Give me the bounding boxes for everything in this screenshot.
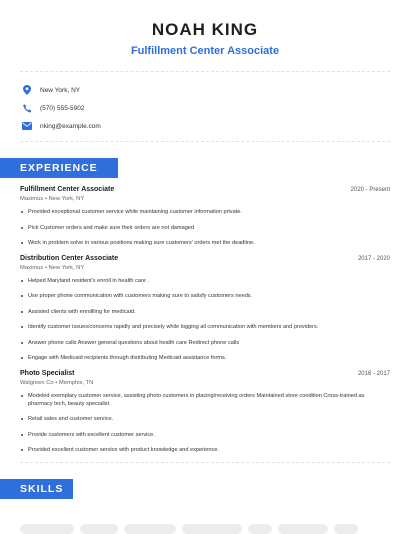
job-bullet: Provided excellent customer service with product knowledge and experience.: [20, 446, 390, 454]
job-bullets: [20, 277, 390, 363]
contact-list: [0, 72, 410, 141]
job-bullet: Answer phone calls Answer general questions about health care Redirect phone calls: [20, 339, 390, 347]
job-location: New York, NY: [48, 264, 85, 271]
skill-pill: [20, 524, 74, 534]
job-bullet: Use proper phone communication with customers making sure to satisfy customers needs.: [20, 292, 390, 300]
skill-pill: [248, 524, 272, 534]
job-bullet: Provided exceptional customer service while maintaining customer information private.: [20, 208, 390, 216]
contact-email-text: nking@example.com: [40, 122, 101, 130]
job-company: Maximus: [20, 264, 44, 271]
job-bullet: Retail sales and customer service.: [20, 415, 390, 423]
email-icon: [22, 121, 32, 131]
candidate-name: NOAH KING: [151, 20, 259, 39]
job-bullet: Engage with Medicaid recipients through distributing Medicaid assistance forms.: [20, 354, 390, 362]
divider: [20, 141, 390, 142]
section-heading-skills: SKILLS: [0, 479, 73, 499]
contact-phone: [20, 99, 390, 117]
experience-list: [0, 186, 410, 454]
job-bullet: Work in problem solve in various positions making sure customers' orders met the deadline.: [20, 239, 390, 247]
job-title: Distribution Center Associate: [20, 254, 119, 262]
job-bullet: Modeled exemplary customer service, assisting photo customers in placing/receiving orders Maintained store condition Cross-trained as pharmacy tech, beauty specialist: [20, 392, 390, 408]
job-title: Fulfillment Center Associate: [20, 186, 115, 193]
skills-list: [20, 524, 358, 534]
job-dates: 2017 - 2020: [357, 255, 390, 262]
location-pin-icon: [22, 85, 32, 95]
resume-header: [0, 0, 410, 57]
job-bullet: Identify customer issues/concerns rapidly and precisely while logging all communication with members and providers.: [20, 323, 390, 331]
job-bullets: [20, 392, 390, 455]
job-bullets: [20, 208, 390, 247]
section-heading-experience: EXPERIENCE: [0, 158, 118, 178]
job-company: Walgreen Co: [20, 379, 54, 386]
job-location: Memphis, TN: [58, 379, 94, 386]
job-bullet: Assisted clients with enrollling for medicaid.: [20, 308, 390, 316]
phone-icon: [22, 103, 32, 113]
job-company-line: Maximus • New York, NY: [20, 196, 85, 202]
candidate-title: Fulfillment Center Associate: [130, 45, 280, 57]
job-bullet: Helped Maryland resident's enroll in health care .: [20, 277, 390, 285]
skill-pill: [124, 524, 176, 534]
job-company: Maximus: [20, 196, 44, 202]
contact-location-text: New York, NY: [40, 86, 81, 94]
job-bullet: Pick Customer orders and make sure their orders are not damaged: [20, 224, 390, 232]
contact-phone-text: (570) 555-5902: [40, 104, 85, 112]
skill-pill: [182, 524, 242, 534]
job-entry: [20, 255, 390, 363]
job-company-line: Maximus • New York, NY: [20, 264, 85, 271]
job-dates: 2020 - Present: [350, 187, 390, 193]
divider: [20, 462, 390, 463]
job-entry: [20, 370, 390, 455]
skill-pill: [278, 524, 328, 534]
job-dates: 2016 - 2017: [357, 370, 390, 377]
contact-location: [20, 81, 390, 99]
job-location: New York, NY: [48, 196, 85, 202]
job-entry: [20, 186, 390, 247]
job-company-line: Walgreen Co • Memphis, TN: [20, 379, 94, 386]
skill-pill: [80, 524, 118, 534]
skill-pill: [334, 524, 358, 534]
job-bullet: Provide customers with excellent customer service.: [20, 431, 390, 439]
job-title: Photo Specialist: [20, 369, 75, 377]
contact-email: [20, 117, 390, 135]
